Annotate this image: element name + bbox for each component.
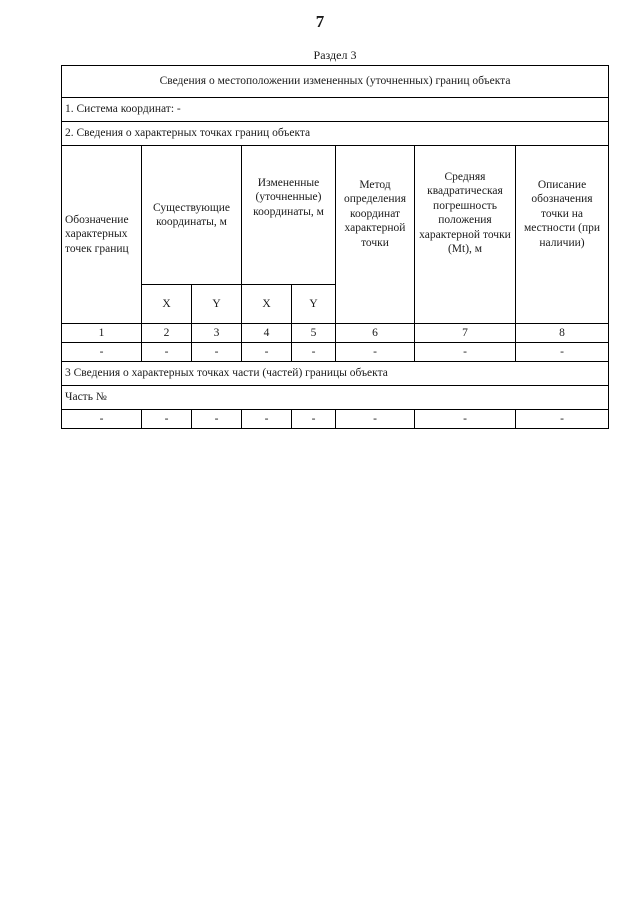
table-caption: Сведения о местоположении измененных (уточненных) границ объекта (62, 66, 609, 98)
table-cell: - (292, 410, 336, 429)
column-numbers-row (62, 324, 609, 343)
header-y-changed: Y (292, 285, 336, 324)
column-number: 4 (242, 324, 292, 343)
table-cell: - (62, 343, 142, 362)
header-existing-coords: Существующие координаты, м (142, 146, 242, 285)
table-cell: - (336, 410, 415, 429)
table-cell: - (292, 343, 336, 362)
column-number: 1 (62, 324, 142, 343)
table-cell: - (242, 343, 292, 362)
table-cell: - (516, 343, 609, 362)
table-cell: - (415, 410, 516, 429)
table-cell: - (192, 343, 242, 362)
header-error: Средняя квадратическая погрешность положения характерной точки (Mt), м (415, 146, 516, 324)
table-cell: - (192, 410, 242, 429)
header-y-existing: Y (192, 285, 242, 324)
coord-system-row: 1. Система координат: - (62, 98, 609, 122)
section-title: Раздел 3 (313, 48, 357, 62)
table-cell: - (242, 410, 292, 429)
boundary-table (61, 65, 609, 429)
table-cell: - (142, 410, 192, 429)
column-number: 7 (415, 324, 516, 343)
column-number: 3 (192, 324, 242, 343)
parts-section-title: 3 Сведения о характерных точках части (частей) границы объекта (62, 362, 609, 386)
column-number: 2 (142, 324, 192, 343)
table-cell: - (336, 343, 415, 362)
table-cell: - (142, 343, 192, 362)
page-number: 7 (315, 12, 325, 31)
table-cell: - (516, 410, 609, 429)
table-cell: - (62, 410, 142, 429)
table-cell: - (415, 343, 516, 362)
header-description: Описание обозначения точки на местности (при наличии) (516, 146, 609, 324)
points-section-title: 2. Сведения о характерных точках границ объекта (62, 122, 609, 146)
column-number: 8 (516, 324, 609, 343)
column-number: 6 (336, 324, 415, 343)
header-x-changed: X (242, 285, 292, 324)
part-number-row: Часть № (62, 386, 609, 410)
header-method: Метод определения координат характерной точки (336, 146, 415, 324)
header-designation: Обозначение характерных точек границ (62, 146, 142, 324)
header-changed-coords: Измененные (уточненные) координаты, м (242, 146, 336, 285)
table-row (62, 343, 609, 362)
column-number: 5 (292, 324, 336, 343)
header-x-existing: X (142, 285, 192, 324)
table-row (62, 410, 609, 429)
